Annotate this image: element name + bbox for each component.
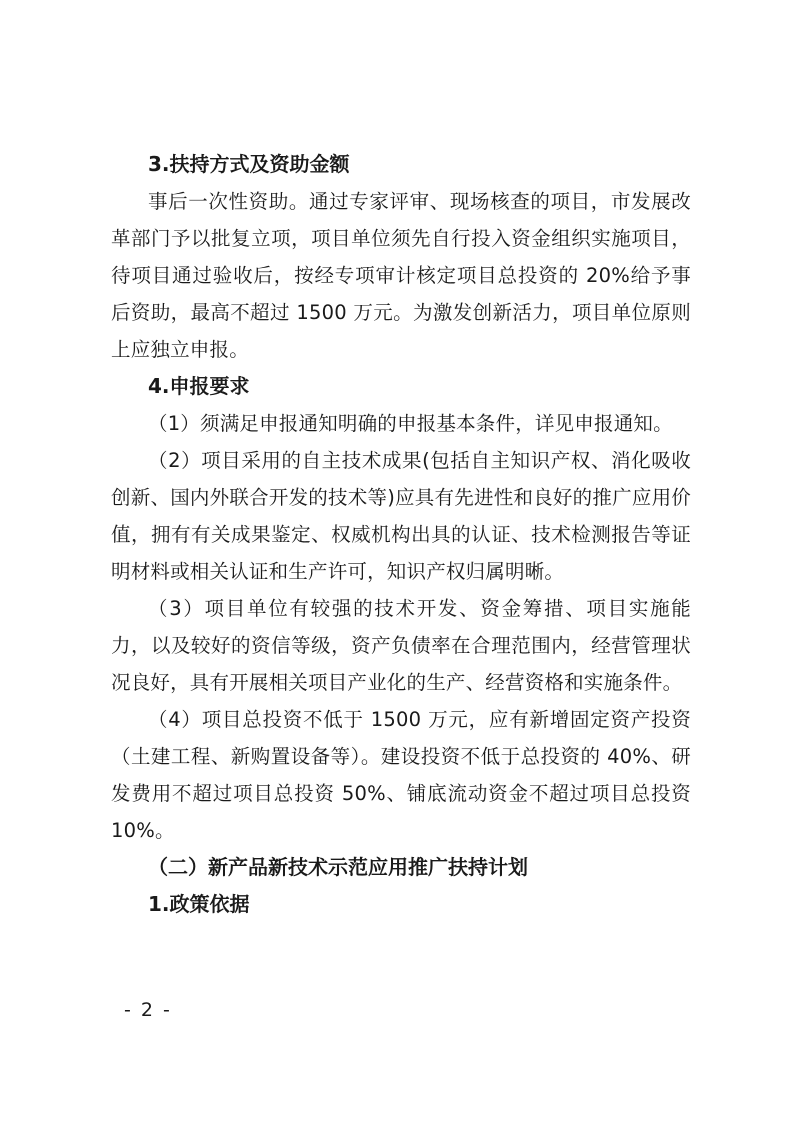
page-number: - 2 - <box>124 999 172 1021</box>
paragraph-requirement-2: （2）项目采用的自主技术成果(包括自主知识产权、消化吸收创新、国内外联合开发的技术等)应具有先进性和良好的推广应用价值，拥有有关成果鉴定、权威机构出具的认证、技术检测报告等证明材料或相关认证和生产许可，知识产权归属明晰。 <box>111 449 691 583</box>
document-body <box>111 146 691 923</box>
section-heading-support-method: 3.扶持方式及资助金额 <box>148 152 350 176</box>
paragraph-requirement-4: （4）项目总投资不低于 1500 万元，应有新增固定资产投资（土建工程、新购置设备等）。建设投资不低于总投资的 40%、研发费用不超过项目总投资 50%、铺底流动资金不超过项目总投资 10%。 <box>111 708 691 842</box>
paragraph-support-method: 事后一次性资助。通过专家评审、现场核查的项目，市发展改革部门予以批复立项，项目单位须先自行投入资金组织实施项目，待项目通过验收后，按经专项审计核定项目总投资的 20%给予事后资助，最高不超过 1500 万元。为激发创新活力，项目单位原则上应独立申报。 <box>111 190 691 361</box>
paragraph-requirement-1: （1）须满足申报通知明确的申报基本条件，详见申报通知。 <box>148 412 673 435</box>
paragraph-requirement-3: （3）项目单位有较强的技术开发、资金筹措、项目实施能力，以及较好的资信等级，资产负债率在合理范围内，经营管理状况良好，具有开展相关项目产业化的生产、经营资格和实施条件。 <box>111 597 691 694</box>
section-heading-policy-basis: 1.政策依据 <box>148 892 250 916</box>
section-heading-application-requirements: 4.申报要求 <box>148 374 250 398</box>
section-heading-new-product-plan: （二）新产品新技术示范应用推广扶持计划 <box>148 855 528 879</box>
